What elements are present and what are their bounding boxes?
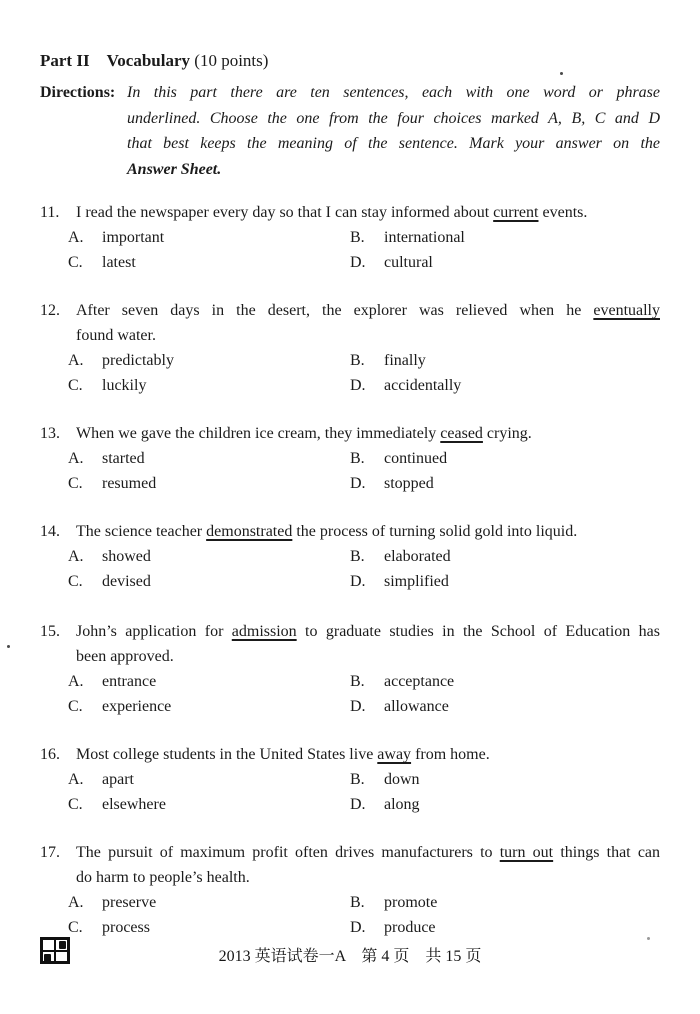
text-segment: When we gave the children ice cream, they immediately [76, 425, 441, 442]
options-grid [68, 767, 660, 817]
option-text: continued [384, 450, 448, 467]
question-11 [40, 200, 660, 275]
underlined-word: eventually [593, 302, 660, 319]
option-c [68, 569, 350, 594]
option-letter: C. [68, 254, 83, 271]
option-c [68, 471, 350, 496]
option-text: resumed [102, 475, 157, 492]
option-letter: B. [350, 548, 365, 565]
option-b [350, 669, 660, 694]
options-grid [68, 890, 660, 940]
text-segment: to graduate studies in the School of Education has [296, 623, 660, 640]
question-body [68, 840, 660, 940]
options-grid [68, 544, 660, 594]
option-text: predictably [102, 352, 174, 369]
option-c [68, 915, 350, 940]
question-15 [40, 619, 660, 719]
options-grid [68, 348, 660, 398]
option-letter: B. [350, 352, 365, 369]
option-d [350, 471, 660, 496]
directions-emphasis: Answer Sheet. [127, 160, 222, 178]
question-text-line2: been approved. [76, 648, 174, 665]
question-body [68, 298, 660, 398]
text-segment: things that can [553, 844, 660, 861]
directions-line: In this part there are ten sentences, each with one word or phrase [127, 84, 660, 101]
text-segment: The pursuit of maximum profit often drives manufacturers to [76, 844, 500, 861]
option-text: promote [384, 894, 438, 911]
question-text [76, 519, 660, 544]
option-letter: C. [68, 475, 83, 492]
option-d [350, 250, 660, 275]
question-body [68, 619, 660, 719]
option-text: acceptance [384, 673, 455, 690]
option-letter: B. [350, 771, 365, 788]
underlined-word: admission [231, 623, 297, 640]
option-b [350, 544, 660, 569]
page-footer: 2013 英语试卷一A 第 4 页 共 15 页 [218, 948, 482, 965]
option-letter: A. [68, 894, 84, 911]
option-letter: D. [350, 475, 366, 492]
option-text: important [102, 229, 165, 246]
option-text: showed [102, 548, 151, 565]
option-d [350, 792, 660, 817]
option-d [350, 694, 660, 719]
option-text: entrance [102, 673, 157, 690]
option-letter: D. [350, 254, 366, 271]
option-text: simplified [384, 573, 449, 590]
question-number: 14. [40, 523, 60, 540]
option-text: process [102, 919, 150, 936]
question-body [68, 200, 660, 275]
question-text [76, 742, 660, 767]
question-17 [40, 840, 660, 940]
underlined-word: turn out [499, 844, 554, 861]
option-text: apart [102, 771, 134, 788]
question-number: 11. [40, 204, 60, 221]
option-c [68, 694, 350, 719]
option-letter: D. [350, 377, 366, 394]
question-number: 16. [40, 746, 60, 763]
option-d [350, 569, 660, 594]
question-body [68, 421, 660, 496]
text-segment: Most college students in the United States live [76, 746, 378, 763]
scan-speck [7, 645, 10, 648]
question-body [68, 742, 660, 817]
option-text: stopped [384, 475, 434, 492]
option-c [68, 792, 350, 817]
option-text: elsewhere [102, 796, 166, 813]
option-a [68, 669, 350, 694]
text-segment: from home. [411, 746, 490, 763]
scan-speck [647, 937, 650, 940]
text-segment: the process of turning solid gold into liquid. [292, 523, 578, 540]
question-text [76, 200, 660, 225]
option-a [68, 348, 350, 373]
text-segment: I read the newspaper every day so that I can stay informed about [76, 204, 494, 221]
question-text-line2: found water. [76, 327, 156, 344]
text-segment: events. [538, 204, 588, 221]
option-text: elaborated [384, 548, 451, 565]
option-text: along [384, 796, 420, 813]
underlined-word: demonstrated [206, 523, 293, 540]
option-text: cultural [384, 254, 433, 271]
question-16 [40, 742, 660, 817]
option-text: latest [102, 254, 136, 271]
underlined-word: current [493, 204, 539, 221]
option-text: devised [102, 573, 151, 590]
option-letter: D. [350, 796, 366, 813]
question-number: 15. [40, 623, 60, 640]
option-letter: D. [350, 573, 366, 590]
option-letter: A. [68, 673, 84, 690]
option-letter: C. [68, 573, 83, 590]
options-grid [68, 446, 660, 496]
option-letter: A. [68, 450, 84, 467]
section-name: Vocabulary [106, 51, 191, 70]
option-a [68, 890, 350, 915]
option-b [350, 767, 660, 792]
text-segment: John’s application for [76, 623, 232, 640]
option-b [350, 890, 660, 915]
option-letter: D. [350, 919, 366, 936]
option-text: down [384, 771, 420, 788]
text-segment: After seven days in the desert, the explorer was relieved when he [76, 302, 594, 319]
directions-line: that best keeps the meaning of the sentence. Mark your answer on the [127, 135, 660, 152]
option-text: finally [384, 352, 426, 369]
question-body [68, 519, 660, 594]
option-a [68, 225, 350, 250]
option-letter: A. [68, 229, 84, 246]
underlined-word: ceased [440, 425, 483, 442]
option-text: preserve [102, 894, 157, 911]
directions-label: Directions: [40, 84, 116, 101]
question-number: 13. [40, 425, 60, 442]
question-text-line2: do harm to people’s health. [76, 869, 250, 886]
option-text: international [384, 229, 465, 246]
question-number: 17. [40, 844, 60, 861]
option-a [68, 544, 350, 569]
question-number: 12. [40, 302, 60, 319]
option-letter: B. [350, 894, 365, 911]
directions-block [40, 80, 660, 182]
directions-text [127, 80, 660, 182]
option-letter: C. [68, 377, 83, 394]
text-segment: crying. [482, 425, 532, 442]
option-letter: A. [68, 352, 84, 369]
option-c [68, 250, 350, 275]
option-text: allowance [384, 698, 449, 715]
option-a [68, 767, 350, 792]
option-letter: A. [68, 548, 84, 565]
option-letter: B. [350, 229, 365, 246]
option-c [68, 373, 350, 398]
directions-line: underlined. Choose the one from the four choices marked A, B, C and D [127, 109, 660, 127]
option-d [350, 373, 660, 398]
options-grid [68, 225, 660, 275]
option-text: started [102, 450, 145, 467]
option-letter: B. [350, 673, 365, 690]
points-label: (10 points) [194, 51, 269, 70]
option-d [350, 915, 660, 940]
text-segment: The science teacher [76, 523, 207, 540]
option-b [350, 225, 660, 250]
option-b [350, 348, 660, 373]
option-letter: B. [350, 450, 365, 467]
question-text [76, 619, 660, 644]
options-grid [68, 669, 660, 719]
option-text: experience [102, 698, 172, 715]
option-b [350, 446, 660, 471]
option-letter: C. [68, 796, 83, 813]
section-title [40, 48, 660, 74]
option-letter: C. [68, 698, 83, 715]
option-text: accidentally [384, 377, 462, 394]
question-text [76, 298, 660, 323]
option-letter: C. [68, 919, 83, 936]
option-a [68, 446, 350, 471]
option-letter: D. [350, 698, 366, 715]
scan-speck [560, 72, 563, 75]
option-text: luckily [102, 377, 147, 394]
question-13 [40, 421, 660, 496]
option-text: produce [384, 919, 436, 936]
question-text [76, 840, 660, 865]
question-text [76, 421, 660, 446]
part-label: Part II [40, 51, 90, 70]
question-14 [40, 519, 660, 594]
question-12 [40, 298, 660, 398]
underlined-word: away [377, 746, 412, 763]
option-letter: A. [68, 771, 84, 788]
